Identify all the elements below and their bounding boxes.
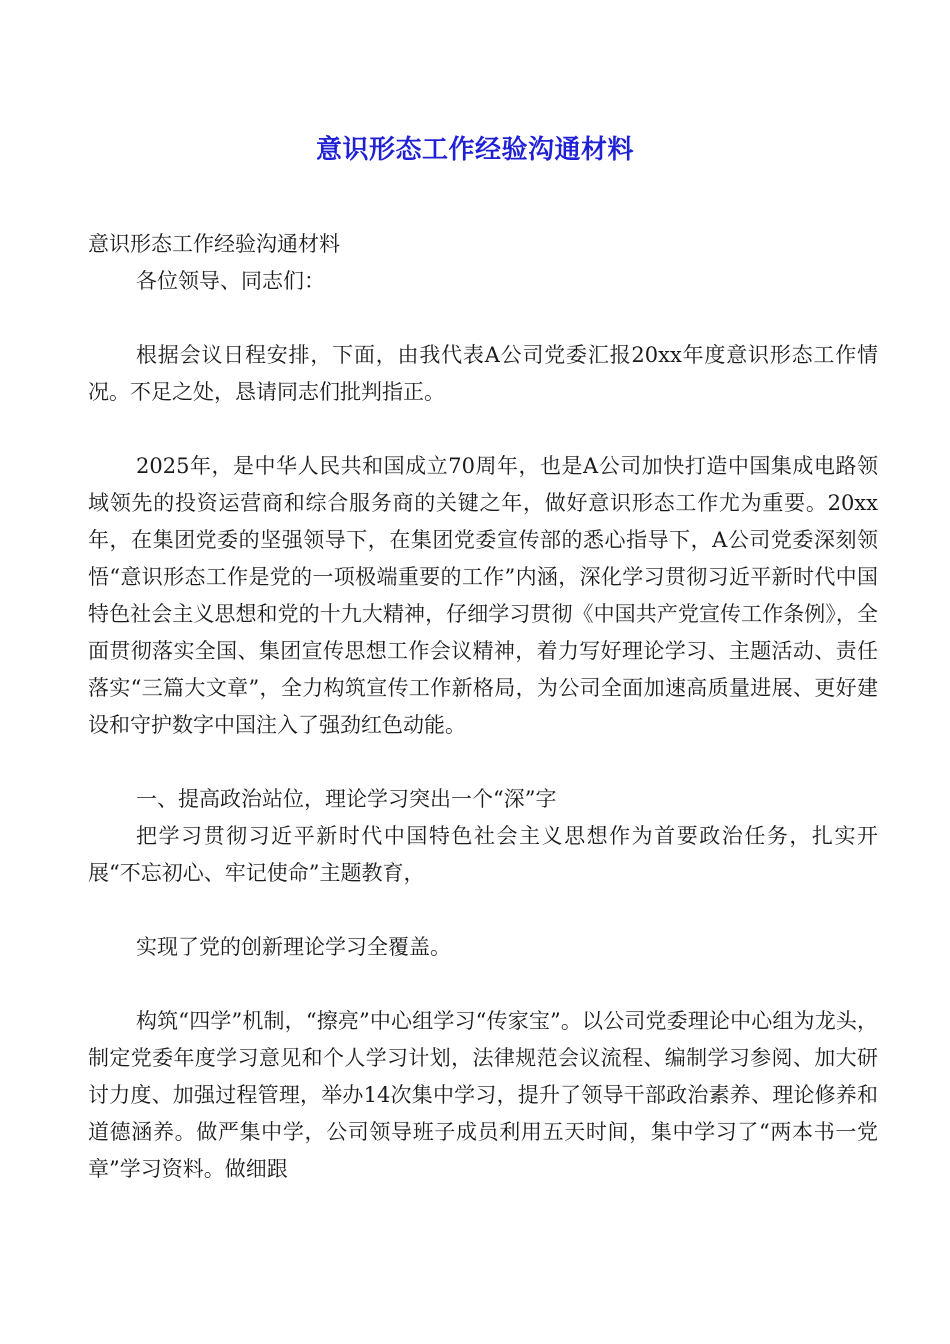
section-heading-1: 一、提高政治站位，理论学习突出一个“深”字 [136,787,557,811]
paragraph-background: 2025年，是中华人民共和国成立70周年，也是A公司加快打造中国集成电路领域领先的投资运营商和综合服务商的关键之年，做好意识形态工作尤为重要。20xx年，在集团党委的坚强领导下，在集团党委宣传部的悉心指导下，A公司党委深刻领悟“意识形态工作是党的一项极端重要的工作”内涵，深化学习贯彻习近平新时代中国特色社会主义思想和党的十九大精神，仔细学习贯彻《中国共产党宣传工作条例》，全面贯彻落实全国、集团宣传思想工作会议精神，着力写好理论学习、主题活动、责任落实“三篇大文章”，全力构筑宣传工作新格局，为公司全面加速高质量进展、更好建设和守护数字中国注入了强劲红色动能。 [88,454,878,737]
document-title: 意识形态工作经验沟通材料 [315,135,634,165]
salutation: 各位领导、同志们： [136,269,325,293]
paragraph-intro: 根据会议日程安排，下面，由我代表A公司党委汇报20xx年度意识形态工作情况。不足之处，恳请同志们批判指正。 [88,343,878,404]
subtitle-line: 意识形态工作经验沟通材料 [88,232,340,256]
paragraph-mechanism: 构筑“四学”机制，“擦亮”中心组学习“传家宝”。以公司党委理论中心组为龙头，制定党委年度学习意见和个人学习计划，法律规范会议流程、编制学习参阅、加大研讨力度、加强过程管理，举办14次集中学习，提升了领导干部政治素养、理论修养和道德涵养。做严集中学，公司领导班子成员利用五天时间，集中学习了“两本书一党章”学习资料。做细跟 [88,1009,878,1181]
paragraph-coverage: 实现了党的创新理论学习全覆盖。 [136,935,451,959]
document-body [88,226,878,1188]
paragraph-study-task: 把学习贯彻习近平新时代中国特色社会主义思想作为首要政治任务，扎实开展“不忘初心、牢记使命”主题教育， [88,824,878,885]
